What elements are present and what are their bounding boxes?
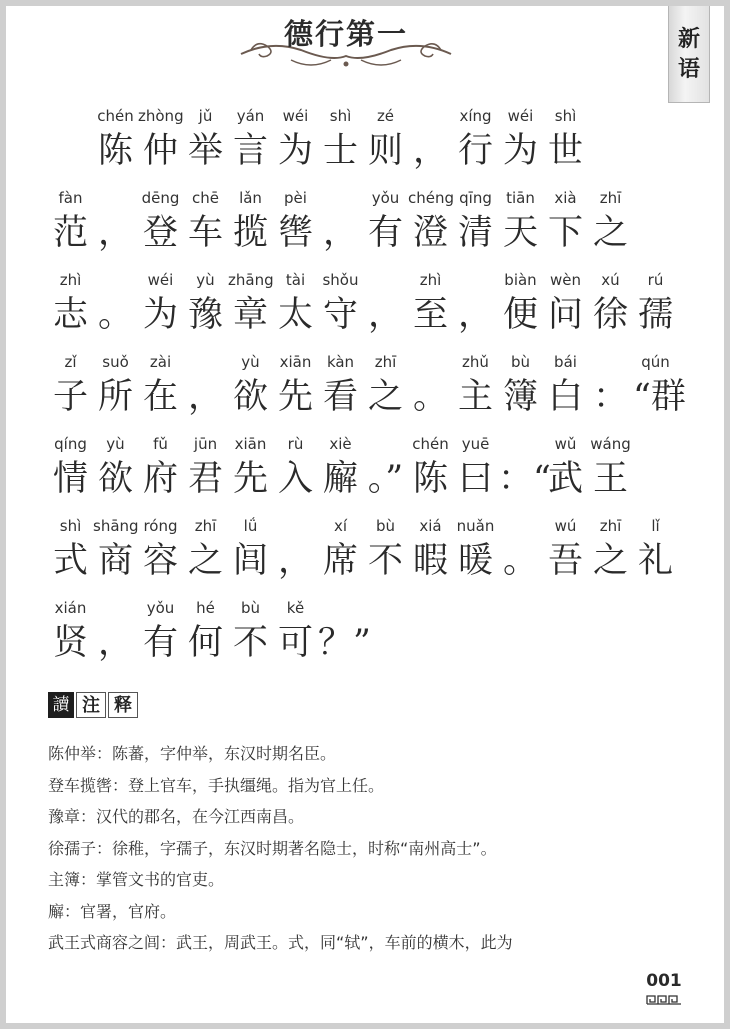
hanzi: ， xyxy=(277,541,313,581)
passage-line xyxy=(48,432,633,502)
char-cell xyxy=(183,268,228,338)
hanzi: ， xyxy=(322,213,358,253)
char-cell xyxy=(273,268,318,338)
hanzi: ， xyxy=(97,623,133,663)
char-cell xyxy=(498,268,543,338)
char-cell xyxy=(543,432,588,502)
char-cell xyxy=(453,514,498,584)
pinyin: qīng xyxy=(459,189,492,207)
hanzi: 府 xyxy=(142,459,178,499)
hanzi: 看 xyxy=(322,377,358,417)
hanzi: 曰 xyxy=(457,459,493,499)
notes-heading xyxy=(48,692,138,718)
pinyin: yù xyxy=(196,271,215,289)
hanzi: 言 xyxy=(232,131,268,171)
hanzi: 白 xyxy=(547,377,583,417)
pinyin: zhòng xyxy=(138,107,184,125)
pinyin: bù xyxy=(510,353,531,371)
pinyin: qíng xyxy=(54,435,87,453)
pinyin xyxy=(318,596,363,620)
hanzi: 廨 xyxy=(322,459,358,499)
char-cell xyxy=(93,596,138,666)
hanzi: 入 xyxy=(277,459,313,499)
pinyin: zhī xyxy=(599,189,622,207)
hanzi: 礼 xyxy=(637,541,673,581)
char-cell xyxy=(183,514,228,584)
char-cell xyxy=(453,432,498,502)
char-cell xyxy=(183,432,228,502)
char-cell xyxy=(363,268,408,338)
hanzi: 清 xyxy=(457,213,493,253)
note-item: 豫章：汉代的郡名，在今江西南昌。 xyxy=(48,807,305,826)
hanzi: ， xyxy=(97,213,133,253)
pinyin: wéi xyxy=(507,107,534,125)
hanzi: 。 xyxy=(412,377,448,417)
char-cell xyxy=(408,432,453,502)
char-cell xyxy=(48,596,93,666)
hanzi: 之 xyxy=(187,541,223,581)
pinyin: zhāng xyxy=(228,271,274,289)
note-item: 廨：官署，官府。 xyxy=(48,901,177,921)
pinyin: kě xyxy=(286,599,305,617)
hanzi: 暖 xyxy=(457,541,493,581)
pinyin xyxy=(408,350,453,374)
hanzi: 陈 xyxy=(97,131,133,171)
hanzi: 为 xyxy=(502,131,538,171)
char-cell xyxy=(498,432,551,502)
hanzi: 欲 xyxy=(97,459,133,499)
char-cell xyxy=(633,268,678,338)
pinyin: bù xyxy=(240,599,261,617)
pinyin: zhī xyxy=(194,517,217,535)
hanzi: ： xyxy=(592,377,628,417)
hanzi: 之 xyxy=(592,541,628,581)
char-cell xyxy=(138,104,183,174)
pinyin: wèn xyxy=(549,271,581,289)
char-cell xyxy=(228,596,273,666)
hanzi: 先 xyxy=(277,377,313,417)
char-cell xyxy=(453,268,498,338)
char-cell xyxy=(363,104,408,174)
pinyin: qún xyxy=(641,353,670,371)
pinyin xyxy=(183,350,228,374)
hanzi: 守 xyxy=(322,295,358,335)
hanzi: 陈 xyxy=(412,459,448,499)
hanzi: 澄 xyxy=(412,213,448,253)
char-cell xyxy=(318,186,363,256)
hanzi: 王 xyxy=(592,459,628,499)
pinyin: zǐ xyxy=(64,353,77,371)
pinyin: xiá xyxy=(419,517,442,535)
pinyin: yuē xyxy=(461,435,490,453)
char-cell xyxy=(453,350,498,420)
pinyin: yù xyxy=(106,435,125,453)
char-cell xyxy=(138,432,183,502)
char-cell xyxy=(498,514,543,584)
pinyin: zé xyxy=(376,107,395,125)
char-cell xyxy=(633,514,678,584)
page-number: 001 xyxy=(646,971,682,991)
book-page xyxy=(6,6,724,1023)
hanzi: 车 xyxy=(187,213,223,253)
pinyin xyxy=(498,432,543,456)
char-cell xyxy=(273,186,318,256)
pinyin: shì xyxy=(329,107,352,125)
pinyin: jūn xyxy=(193,435,218,453)
pinyin: wéi xyxy=(147,271,174,289)
char-cell xyxy=(138,186,183,256)
hanzi: 在 xyxy=(142,377,178,417)
hanzi: 则 xyxy=(367,131,403,171)
char-cell xyxy=(48,514,93,584)
hanzi: 之 xyxy=(367,377,403,417)
pinyin: zhì xyxy=(59,271,82,289)
pinyin: xià xyxy=(554,189,577,207)
hanzi: 孺 xyxy=(637,295,673,335)
char-cell xyxy=(588,350,633,420)
char-cell xyxy=(48,350,93,420)
char-cell xyxy=(48,268,93,338)
char-cell xyxy=(48,186,93,256)
pinyin: rù xyxy=(287,435,304,453)
hanzi: ， xyxy=(367,295,403,335)
char-cell xyxy=(138,268,183,338)
pinyin: zhī xyxy=(374,353,397,371)
char-cell xyxy=(318,596,371,666)
pinyin: zài xyxy=(149,353,172,371)
pinyin xyxy=(408,104,453,128)
hanzi: 范 xyxy=(52,213,88,253)
pinyin: xiè xyxy=(329,435,352,453)
char-cell xyxy=(228,104,273,174)
hanzi: 有 xyxy=(367,213,403,253)
char-cell xyxy=(318,104,363,174)
fret-ornament-icon xyxy=(646,995,682,1005)
hanzi: 天 xyxy=(502,213,538,253)
char-cell xyxy=(273,104,318,174)
hanzi: 何 xyxy=(187,623,223,663)
hanzi: 。 xyxy=(502,541,538,581)
pinyin: chéng xyxy=(408,189,455,207)
pinyin xyxy=(93,186,138,210)
char-cell xyxy=(48,104,93,174)
char-cell xyxy=(138,596,183,666)
pinyin xyxy=(318,186,363,210)
hanzi: 容 xyxy=(142,541,178,581)
hanzi: 豫 xyxy=(187,295,223,335)
hanzi: ？” xyxy=(318,623,371,663)
hanzi: 情 xyxy=(52,459,88,499)
hanzi: 君 xyxy=(187,459,223,499)
char-cell xyxy=(93,104,138,174)
pinyin: nuǎn xyxy=(456,517,495,535)
pinyin: fàn xyxy=(58,189,83,207)
hanzi: 辔 xyxy=(277,213,313,253)
char-cell xyxy=(48,432,93,502)
hanzi: 仲 xyxy=(142,131,178,171)
char-cell xyxy=(588,514,633,584)
pinyin: chē xyxy=(192,189,219,207)
hanzi: 太 xyxy=(277,295,313,335)
char-cell xyxy=(273,432,318,502)
note-item: 武王式商容之闾：武王，周武王。式，同“轼”，车前的横木，此为 xyxy=(48,933,513,952)
pinyin: hé xyxy=(196,599,215,617)
char-cell xyxy=(363,186,408,256)
hanzi: 武 xyxy=(547,459,583,499)
char-cell xyxy=(588,432,633,502)
hanzi: 为 xyxy=(277,131,313,171)
hanzi: ， xyxy=(457,295,493,335)
pinyin: jǔ xyxy=(198,107,213,125)
read-badge-icon: 讀 xyxy=(48,692,74,718)
hanzi: “群 xyxy=(633,377,686,417)
passage-line xyxy=(48,596,371,666)
char-cell xyxy=(318,350,363,420)
pinyin: chén xyxy=(412,435,449,453)
char-cell xyxy=(318,268,363,338)
hanzi: 暇 xyxy=(412,541,448,581)
char-cell xyxy=(543,268,588,338)
char-cell xyxy=(363,432,408,502)
hanzi: 至 xyxy=(412,295,448,335)
pinyin: shì xyxy=(554,107,577,125)
char-cell xyxy=(228,268,273,338)
char-cell xyxy=(183,596,228,666)
note-item: 陈仲举：陈蕃，字仲举，东汉时期名臣。 xyxy=(48,744,337,763)
hanzi: 揽 xyxy=(232,213,268,253)
page-number-block xyxy=(646,972,682,1009)
hanzi: 士 xyxy=(322,131,358,171)
char-cell xyxy=(498,104,543,174)
char-cell xyxy=(93,432,138,502)
pinyin: shì xyxy=(59,517,82,535)
hanzi: 举 xyxy=(187,131,223,171)
pinyin: xiān xyxy=(279,353,312,371)
hanzi: 式 xyxy=(52,541,88,581)
char-cell xyxy=(408,268,453,338)
pinyin: zhī xyxy=(599,517,622,535)
pinyin xyxy=(588,350,633,374)
note-item: 徐孺子：徐稚，字孺子，东汉时期著名隐士，时称“南州高士”。 xyxy=(48,838,497,858)
notes-list xyxy=(48,738,688,959)
hanzi: 世 xyxy=(547,131,583,171)
char-cell xyxy=(228,350,273,420)
pinyin: yán xyxy=(236,107,265,125)
hanzi: ， xyxy=(412,131,448,171)
hanzi: 行 xyxy=(457,131,493,171)
char-cell xyxy=(633,350,686,420)
pinyin: xián xyxy=(54,599,87,617)
hanzi: 子 xyxy=(52,377,88,417)
pinyin xyxy=(363,432,408,456)
hanzi: 。” xyxy=(367,459,404,499)
char-cell xyxy=(228,186,273,256)
char-cell xyxy=(363,350,408,420)
hanzi: 主 xyxy=(457,377,493,417)
char-cell xyxy=(183,186,228,256)
pinyin: róng xyxy=(143,517,178,535)
chapter-title-block xyxy=(231,10,461,80)
hanzi: 不 xyxy=(232,623,268,663)
pinyin: kàn xyxy=(326,353,355,371)
char-cell xyxy=(273,596,318,666)
char-cell xyxy=(138,514,183,584)
pinyin: tiān xyxy=(506,189,535,207)
char-cell xyxy=(138,350,183,420)
pinyin: lǐ xyxy=(651,517,660,535)
hanzi: 不 xyxy=(367,541,403,581)
pinyin: lǘ xyxy=(243,517,258,535)
pinyin xyxy=(363,268,408,292)
hanzi xyxy=(48,128,93,174)
pinyin: yù xyxy=(241,353,260,371)
char-cell xyxy=(408,186,453,256)
note-item: 主簿：掌管文书的官吏。 xyxy=(48,870,225,889)
char-cell xyxy=(453,186,498,256)
pinyin xyxy=(48,104,93,128)
char-cell xyxy=(543,186,588,256)
hanzi: 簿 xyxy=(502,377,538,417)
char-cell xyxy=(588,268,633,338)
hanzi: 所 xyxy=(97,377,133,417)
pinyin: wú xyxy=(554,517,577,535)
hanzi: 先 xyxy=(232,459,268,499)
hanzi: 席 xyxy=(322,541,358,581)
pinyin: bái xyxy=(554,353,577,371)
hanzi: 登 xyxy=(142,213,178,253)
pinyin xyxy=(453,268,498,292)
pinyin: yǒu xyxy=(146,599,175,617)
pinyin: xú xyxy=(601,271,620,289)
pinyin: biàn xyxy=(504,271,537,289)
char-cell xyxy=(273,350,318,420)
passage-line xyxy=(48,104,588,174)
char-cell xyxy=(363,514,408,584)
pinyin: lǎn xyxy=(239,189,262,207)
pinyin: wáng xyxy=(590,435,631,453)
pinyin: wéi xyxy=(282,107,309,125)
char-cell xyxy=(93,350,138,420)
hanzi: ， xyxy=(187,377,223,417)
char-cell xyxy=(93,268,138,338)
pinyin: xíng xyxy=(459,107,492,125)
char-cell xyxy=(543,350,588,420)
pinyin: xí xyxy=(333,517,348,535)
note-item: 登车揽辔：登上官车，手执缰绳。指为官上任。 xyxy=(48,775,385,795)
hanzi: 可 xyxy=(277,623,313,663)
char-cell xyxy=(183,104,228,174)
char-cell xyxy=(408,350,453,420)
pinyin: fǔ xyxy=(153,435,168,453)
pinyin: shāng xyxy=(93,517,139,535)
char-cell xyxy=(408,514,453,584)
book-side-tab xyxy=(668,6,710,103)
pinyin xyxy=(93,268,138,292)
hanzi: 便 xyxy=(502,295,538,335)
char-cell xyxy=(93,186,138,256)
hanzi: 欲 xyxy=(232,377,268,417)
pinyin: zhì xyxy=(419,271,442,289)
pinyin: rú xyxy=(647,271,664,289)
passage-line xyxy=(48,268,678,338)
hanzi: 下 xyxy=(547,213,583,253)
char-cell xyxy=(543,104,588,174)
hanzi: 志 xyxy=(52,295,88,335)
hanzi: 贤 xyxy=(52,623,88,663)
char-cell xyxy=(498,350,543,420)
passage-line xyxy=(48,350,686,420)
hanzi: 。 xyxy=(97,295,133,335)
char-cell xyxy=(453,104,498,174)
char-cell xyxy=(93,514,138,584)
pinyin: xiān xyxy=(234,435,267,453)
hanzi: 问 xyxy=(547,295,583,335)
pinyin xyxy=(273,514,318,538)
char-cell xyxy=(318,432,363,502)
notes-heading-char: 释 xyxy=(108,692,138,718)
char-cell xyxy=(273,514,318,584)
char-cell xyxy=(588,186,633,256)
char-cell xyxy=(183,350,228,420)
passage-line xyxy=(48,514,678,584)
pinyin: tài xyxy=(285,271,306,289)
hanzi: 章 xyxy=(232,295,268,335)
hanzi: ：“ xyxy=(498,459,551,499)
char-cell xyxy=(318,514,363,584)
side-tab-char: 语 xyxy=(677,56,700,82)
char-cell xyxy=(228,432,273,502)
pinyin: wǔ xyxy=(554,435,577,453)
pinyin: dēng xyxy=(141,189,180,207)
char-cell xyxy=(498,186,543,256)
hanzi: 闾 xyxy=(232,541,268,581)
hanzi: 有 xyxy=(142,623,178,663)
pinyin xyxy=(93,596,138,620)
chapter-title: 德行第一 xyxy=(283,17,408,51)
char-cell xyxy=(543,514,588,584)
hanzi: 徐 xyxy=(592,295,628,335)
pinyin: bù xyxy=(375,517,396,535)
hanzi: 为 xyxy=(142,295,178,335)
pinyin: suǒ xyxy=(102,353,129,371)
pinyin: pèi xyxy=(284,189,307,207)
hanzi: 商 xyxy=(97,541,133,581)
hanzi: 之 xyxy=(592,213,628,253)
pinyin: shǒu xyxy=(322,271,359,289)
pinyin: zhǔ xyxy=(462,353,489,371)
hanzi: 吾 xyxy=(547,541,583,581)
pinyin xyxy=(498,514,543,538)
passage-line xyxy=(48,186,633,256)
char-cell xyxy=(408,104,453,174)
notes-heading-char: 注 xyxy=(76,692,106,718)
char-cell xyxy=(228,514,273,584)
side-tab-char: 新 xyxy=(677,26,700,52)
pinyin: chén xyxy=(97,107,134,125)
pinyin: yǒu xyxy=(371,189,400,207)
